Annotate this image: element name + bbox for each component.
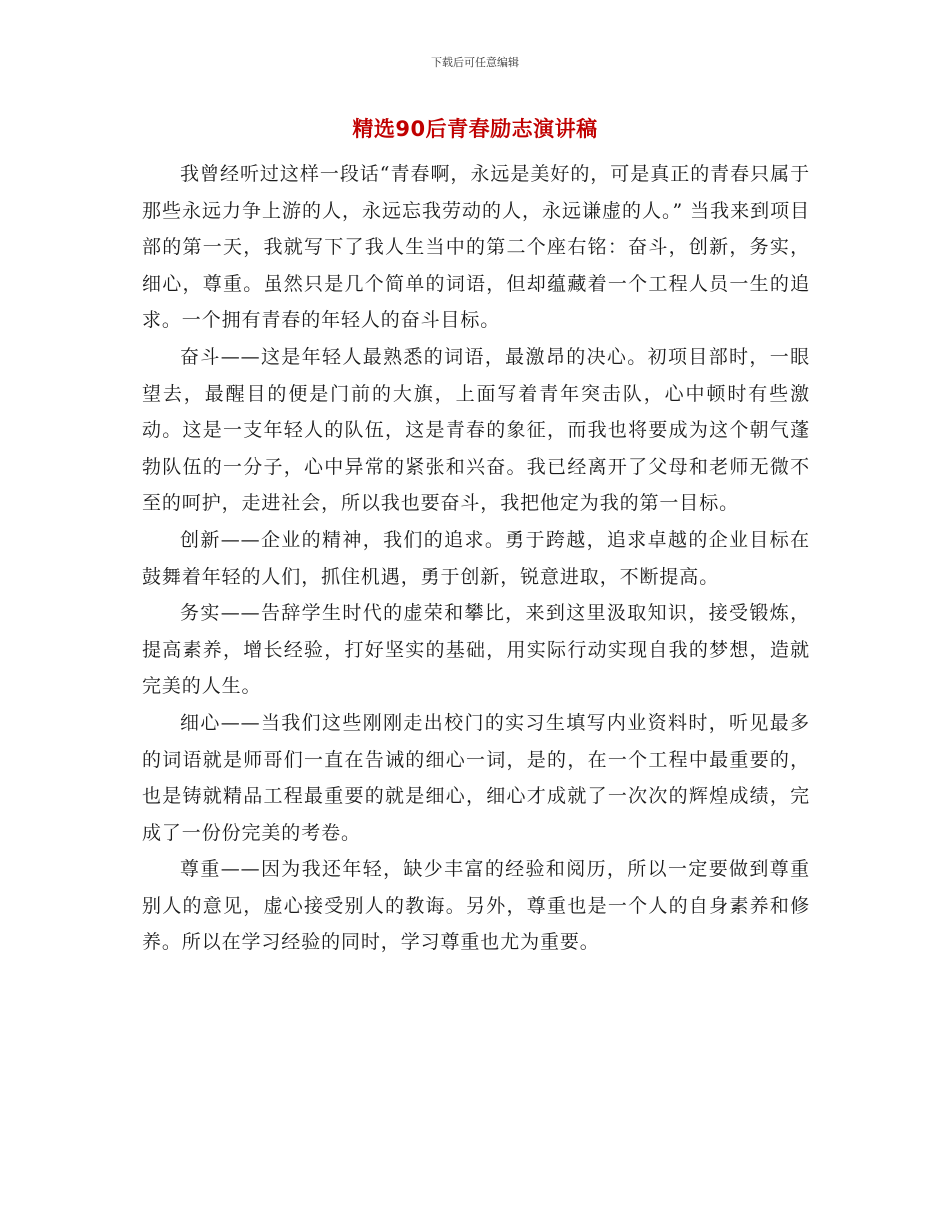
document-body [142,156,810,961]
header-note: 下载后可任意编辑 [431,56,519,69]
paragraph-carefulness: 细心——当我们这些刚刚走出校门的实习生填写内业资料时，听见最多的词语就是师哥们一直在告诫的细心一词，是的，在一个工程中最重要的，也是铸就精品工程最重要的就是细心，细心才成就了一次次的辉煌成绩，完成了一份份完美的考卷。 [142,711,810,844]
paragraph-pragmatism: 务实——告辞学生时代的虚荣和攀比，来到这里汲取知识，接受锻炼，提高素养，增长经验，打好坚实的基础，用实际行动实现自我的梦想，造就完美的人生。 [142,602,810,698]
document-title: 精选90后青春励志演讲稿 [352,117,598,141]
paragraph-innovation: 创新——企业的精神，我们的追求。勇于跨越，追求卓越的企业目标在鼓舞着年轻的人们，抓住机遇，勇于创新，锐意进取，不断提高。 [142,528,810,588]
paragraph-struggle: 奋斗——这是年轻人最熟悉的词语，最激昂的决心。初项目部时，一眼望去，最醒目的便是门前的大旗，上面写着青年突击队，心中顿时有些激动。这是一支年轻人的队伍，这是青春的象征，而我也将要成为这个朝气蓬勃队伍的一分子，心中异常的紧张和兴奋。我已经离开了父母和老师无微不至的呵护，走进社会，所以我也要奋斗，我把他定为我的第一目标。 [142,345,810,515]
paragraph-intro: 我曾经听过这样一段话“青春啊，永远是美好的，可是真正的青春只属于那些永远力争上游的人，永远忘我劳动的人，永远谦虚的人。” 当我来到项目部的第一天，我就写下了我人生当中的第二个座右铭：奋斗，创新，务实，细心，尊重。虽然只是几个简单的词语，但却蕴藏着一个工程人员一生的追求。一个拥有青春的年轻人的奋斗目标。 [142,163,810,332]
paragraph-respect: 尊重——因为我还年轻，缺少丰富的经验和阅历，所以一定要做到尊重别人的意见，虚心接受别人的教诲。另外，尊重也是一个人的自身素养和修养。所以在学习经验的同时，学习尊重也尤为重要。 [142,858,810,954]
